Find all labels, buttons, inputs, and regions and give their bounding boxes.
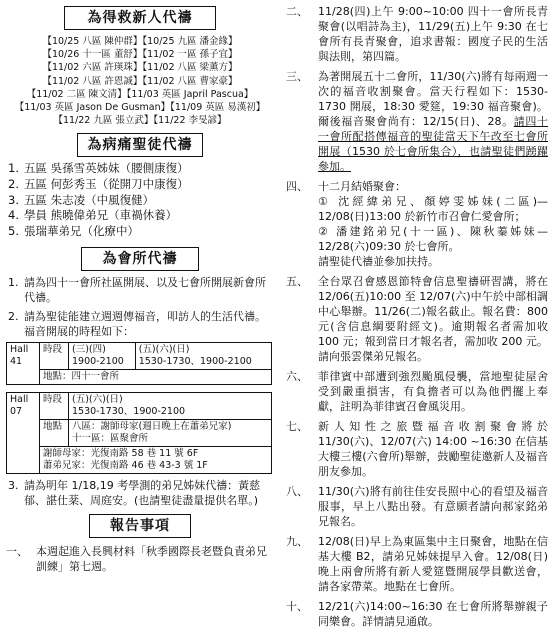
place-cell: 八區：謝師母家(週日晚上在蕭弟兄家) 十一區：區聚會所 [69, 420, 272, 447]
underlined-note: 請四十一會所配搭傳福音的聖徒當天下午改至七會所開展（1530 於七會所集合），也請聖徒們踴躍參加。 [318, 115, 549, 173]
report-item-8: 八、 11/30(六)將有前往佳安長照中心的看望及福音服事，早上八點出發。有意願者請向郝家銘弟兄報名。 [286, 485, 548, 528]
report-item-4: 四、 十二月結婚聚會： ① 沈經緯弟兄、顏婷雯姊妹(二區)—12/08(日)13:00 於新竹市召會仁愛會所； ② 潘建銘弟兄(十一區)、陳秋蓁姊妹—12/28(六)09:30 於七會所。 請聖徒代禱並參加扶持。 [286, 180, 548, 268]
hall-label: Hall 41 [7, 343, 40, 385]
wedding-note: 請聖徒代禱並參加扶持。 [318, 255, 439, 268]
place-label: 地點 [40, 420, 69, 447]
schedule-table-07 [6, 392, 272, 474]
time-slot: (五)(六)(日) 1530-1730、1900-2100 [69, 393, 272, 420]
new-people-row: 【11/22 九區 張立武】【11/22 李旻諺】 [53, 115, 227, 127]
new-people-row: 【10/26 十一區 董舒】【11/02 一區 孫子宜】 [42, 49, 238, 61]
report-item-3: 三、 為著開展五十二會所，11/30(六)將有每兩週一次的福音收割聚會。當天行程如下：1530-1730 開展，18:30 愛筵，19:30 福音聚會)。爾後福音聚會尚有：12/15(日)、28。請四十一會所配搭傳福音的聖徒當天下午改至七會所開展（1530 於七會所集合），也請聖徒們踴躍參加。 [286, 70, 549, 173]
new-people-heading: 為得救新人代禱 [64, 6, 216, 30]
new-people-row: 【11/02 二區 陳文清】【11/03 英區 Japril Pascua】 [26, 88, 254, 100]
hall-paragraph-3: 3. 請為明年 1/18,19 考學測的弟兄姊妹代禱：黃慈郁、諶仕棻、周庭安。(也請聖徒盡量提供名單。) [8, 479, 261, 508]
address-cell: 謝師母家：光復南路 58 巷 11 號 6F 蕭弟兄家：光復南路 46 巷 43-3 號 1F [40, 447, 272, 474]
hall-paragraph-1: 1. 請為四十一會所社區開展、以及七會所開展新會所代禱。 [8, 276, 266, 305]
time-label: 時段 [40, 343, 69, 370]
new-people-row: 【11/02 八區 許恩誠】【11/02 八區 曹家豪】 [42, 75, 238, 87]
new-people-row: 【11/03 英區 Jason De Gusman】【11/09 英區 易漢初】 [14, 102, 266, 114]
hall-heading: 為會所代禱 [81, 247, 199, 271]
sick-list [6, 161, 274, 239]
report-item-2: 二、 11/28(四)上午 9:00~10:00 四十一會所長青聚會(以唱詩為主)，11/29(五)上午 9:30 在七會所有長青聚會，追求書報：國度子民的生活與法則，第四篇。 [286, 5, 548, 63]
sick-item: 2. 五區 何彭秀玉（從開刀中康復） [8, 177, 189, 192]
time-label: 時段 [40, 393, 69, 420]
hall-label: Hall 07 [7, 393, 40, 474]
left-column [6, 4, 274, 574]
new-people-list [6, 35, 274, 127]
wedding-item: ① 沈經緯弟兄、顏婷雯姊妹(二區)—12/08(日)13:00 於新竹市召會仁愛會所； [318, 195, 548, 223]
time-slot: (五)(六)(日) 1530-1730、1900-2100 [135, 343, 271, 370]
right-column [284, 4, 548, 634]
sick-item: 5. 張瑞華弟兄（化療中） [8, 223, 139, 238]
report-item-9: 九、 12/08(日)早上為東區集中主日聚會，地點在信基大樓 B2，請弟兄姊妹提早入會。12/08(日)晚上兩會所將有新人愛筵暨開展學員歡送會，請各家帶菜。地點在七會所。 [286, 535, 548, 593]
report-heading: 報告事項 [89, 514, 191, 538]
sick-item: 4. 學員 熊曉偉弟兄（車禍休養） [8, 208, 178, 223]
sick-item: 1. 五區 吳孫雪英姊妹（腰側康復） [8, 161, 189, 176]
report-item-6: 六、 菲律賓中部遭到強烈颱風侵襲，當地聖徒屋舍受到嚴重損害，有負擔者可以為他們擺上奉獻，註明為菲律賓召會風災用。 [286, 370, 548, 413]
time-slot: (三)(四) 1900-2100 [69, 343, 136, 370]
report-item-1: 一、 本週起進入長興材料「秋季國際長老暨負責弟兄訓練」第七週。 [6, 545, 267, 574]
schedule-table-41 [6, 342, 272, 385]
wedding-item: ② 潘建銘弟兄(十一區)、陳秋蓁姊妹—12/28(六)09:30 於七會所。 [318, 225, 548, 253]
report-item-5: 五、 全台眾召會感恩節特會信息聖禱研習講，將在 12/06(五)10:00 至 12/07(六)中午於中部相調中心舉辦。11/26(二)報名截止。報名費：800 元(含信息綱要附經文)。逾期報名者需加收 100 元；報到當日才報名者，需加收 200 元。請向張雲傑弟兄報名。 [286, 275, 548, 363]
hall-paragraph-2: 2. 請為聖徒能建立週週傳福音，叩訪人的生活代禱。福音開展的時程如下： [8, 310, 266, 339]
new-people-row: 【11/02 六區 許瑛珠】【11/02 八區 梁薰方】 [42, 62, 238, 74]
place-cell: 地點：四十一會所 [40, 370, 272, 385]
sick-item: 3. 五區 朱志凌（中風復健） [8, 192, 155, 207]
new-people-row: 【10/25 八區 陳仲群】【10/25 九區 潘金緣】 [42, 36, 238, 47]
sick-heading: 為病痛聖徒代禱 [77, 133, 203, 157]
report-item-7: 七、 新人知性之旅暨福音收割聚會將於 11/30(六)、12/07(六) 14:00 ~16:30 在信基大樓三樓(六會所)舉辦，鼓勵聖徒邀新人及福音朋友參加。 [286, 420, 548, 478]
report-item-10: 十、 12/21(六)14:00~16:30 在七會所將舉辦親子同樂會。詳情請見通啟。 [286, 600, 548, 628]
